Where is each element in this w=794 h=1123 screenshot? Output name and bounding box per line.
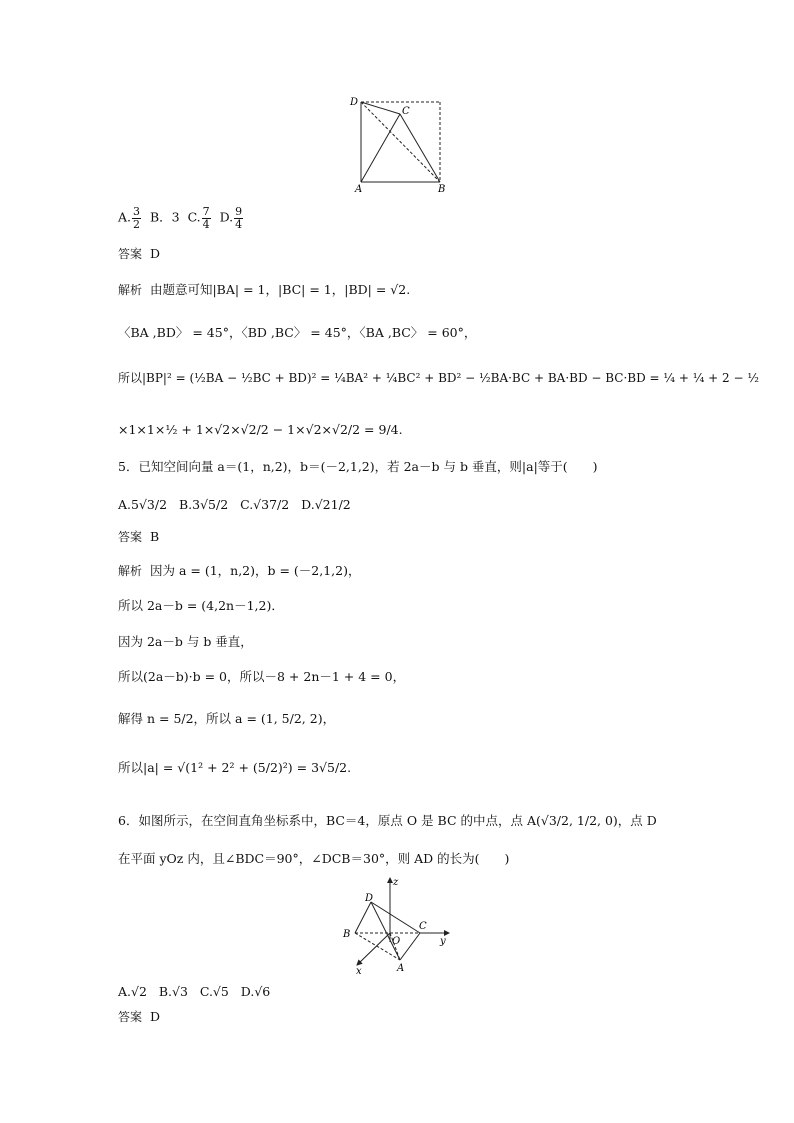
edge-bd (355, 902, 371, 933)
analysis-text: 因为 a = (1，n,2)，b = (－2,1,2)， (149, 563, 361, 578)
q4-analysis-line4: ×1×1×½ + 1×√2×√2/2 − 1×√2×√2/2 = 9/4. (118, 422, 403, 437)
q6-option-a: A.√2 (118, 984, 147, 999)
label-z: z (393, 877, 399, 888)
label-a: A (355, 184, 363, 194)
q4-analysis-line2: 〈BA ,BD〉 = 45°，〈BD ,BC〉 = 45°，〈BA ,BC〉 = 60°， (118, 325, 477, 340)
edge-bc (400, 114, 440, 182)
q5-analysis-line2: 所以 2a－b = (4,2n－1,2)． (118, 598, 284, 613)
q5-analysis-line4: 所以(2a－b)·b = 0，所以－8 + 2n－1 + 4 = 0， (118, 669, 406, 684)
answer-value: D (149, 246, 160, 261)
q4-option-d-frac: $\frac{9}{4}$ (235, 205, 243, 231)
q4-option-c-frac: $\frac{7}{4}$ (202, 205, 210, 231)
q4-analysis-line3: 所以|BP|² = (½BA − ½BC + BD)² = ¼BA² + ¼BC² + BD² − ½BA·BC + BA·BD − BC·BD = ¼ + ¼ + 2 − ½ (118, 371, 759, 385)
q6-option-d: D.√6 (240, 984, 271, 999)
q4-option-c-prefix: C. (187, 209, 201, 225)
q5-analysis-line1 (118, 565, 360, 578)
q5-option-a: A.5√3/2 (118, 497, 168, 512)
label-b: B (343, 929, 351, 940)
q4-options (118, 206, 244, 230)
q5-option-b: B.3√5/2 (178, 497, 229, 512)
label-c: C (419, 921, 427, 932)
figure-square-abcd (340, 92, 460, 194)
answer-label: 答案 (118, 530, 143, 544)
label-a: A (397, 963, 405, 974)
q6-option-c: C.√5 (199, 984, 229, 999)
q5-analysis-line6: 所以|a| = √(1² + 2² + (5/2)²) = 3√5/2. (118, 760, 352, 775)
x-axis (357, 933, 390, 965)
q5-option-d: D.√21/2 (301, 497, 351, 512)
label-c: C (402, 106, 410, 117)
q6-options (118, 986, 270, 999)
q5-answer (118, 531, 159, 544)
label-d: D (350, 97, 359, 108)
analysis-label: 解析 (118, 564, 143, 578)
label-b: B (438, 184, 446, 194)
q5-analysis-line5: 解得 n = 5/2，所以 a = (1, 5/2, 2)， (118, 711, 336, 726)
q6-stem-line2: 在平面 yOz 内，且∠BDC＝90°，∠DCB＝30°，则 AD 的长为( ) (118, 851, 510, 866)
label-y: y (440, 936, 446, 947)
analysis-label: 解析 (118, 283, 143, 297)
edge-dc-solid (361, 102, 400, 114)
q5-options (118, 499, 351, 512)
q4-option-b: B．3 (149, 209, 180, 225)
q6-stem-line1: 6．如图所示，在空间直角坐标系中，BC＝4，原点 O 是 BC 的中点，点 A(√3/2, 1/2, 0)，点 D (118, 813, 657, 828)
label-d: D (365, 893, 374, 904)
analysis-text: 由题意可知|BA| = 1，|BC| = 1，|BD| = √2. (149, 282, 411, 297)
q5-analysis-line3: 因为 2a－b 与 b 垂直， (118, 634, 253, 649)
q6-answer (118, 1011, 160, 1024)
q5-option-c: C.√37/2 (240, 497, 290, 512)
edge-ac (361, 114, 400, 182)
label-x: x (356, 966, 362, 976)
q6-option-b: B.√3 (158, 984, 188, 999)
answer-label: 答案 (118, 247, 143, 261)
label-o: O (392, 936, 401, 947)
edge-ca (400, 933, 420, 960)
q5-stem: 5．已知空间向量 a＝(1，n,2)，b＝(－2,1,2)，若 2a－b 与 b 垂直，则|a|等于( ) (118, 459, 598, 474)
q4-option-a-frac: $\frac{3}{2}$ (133, 205, 141, 231)
q4-analysis-line1 (118, 284, 410, 297)
q4-answer (118, 248, 160, 261)
answer-label: 答案 (118, 1010, 143, 1024)
answer-value: B (149, 529, 160, 544)
q4-option-a-prefix: A. (118, 209, 132, 225)
answer-value: D (149, 1009, 160, 1024)
figure-coordinate-system (335, 872, 460, 976)
q4-option-d-prefix: D. (219, 209, 234, 225)
